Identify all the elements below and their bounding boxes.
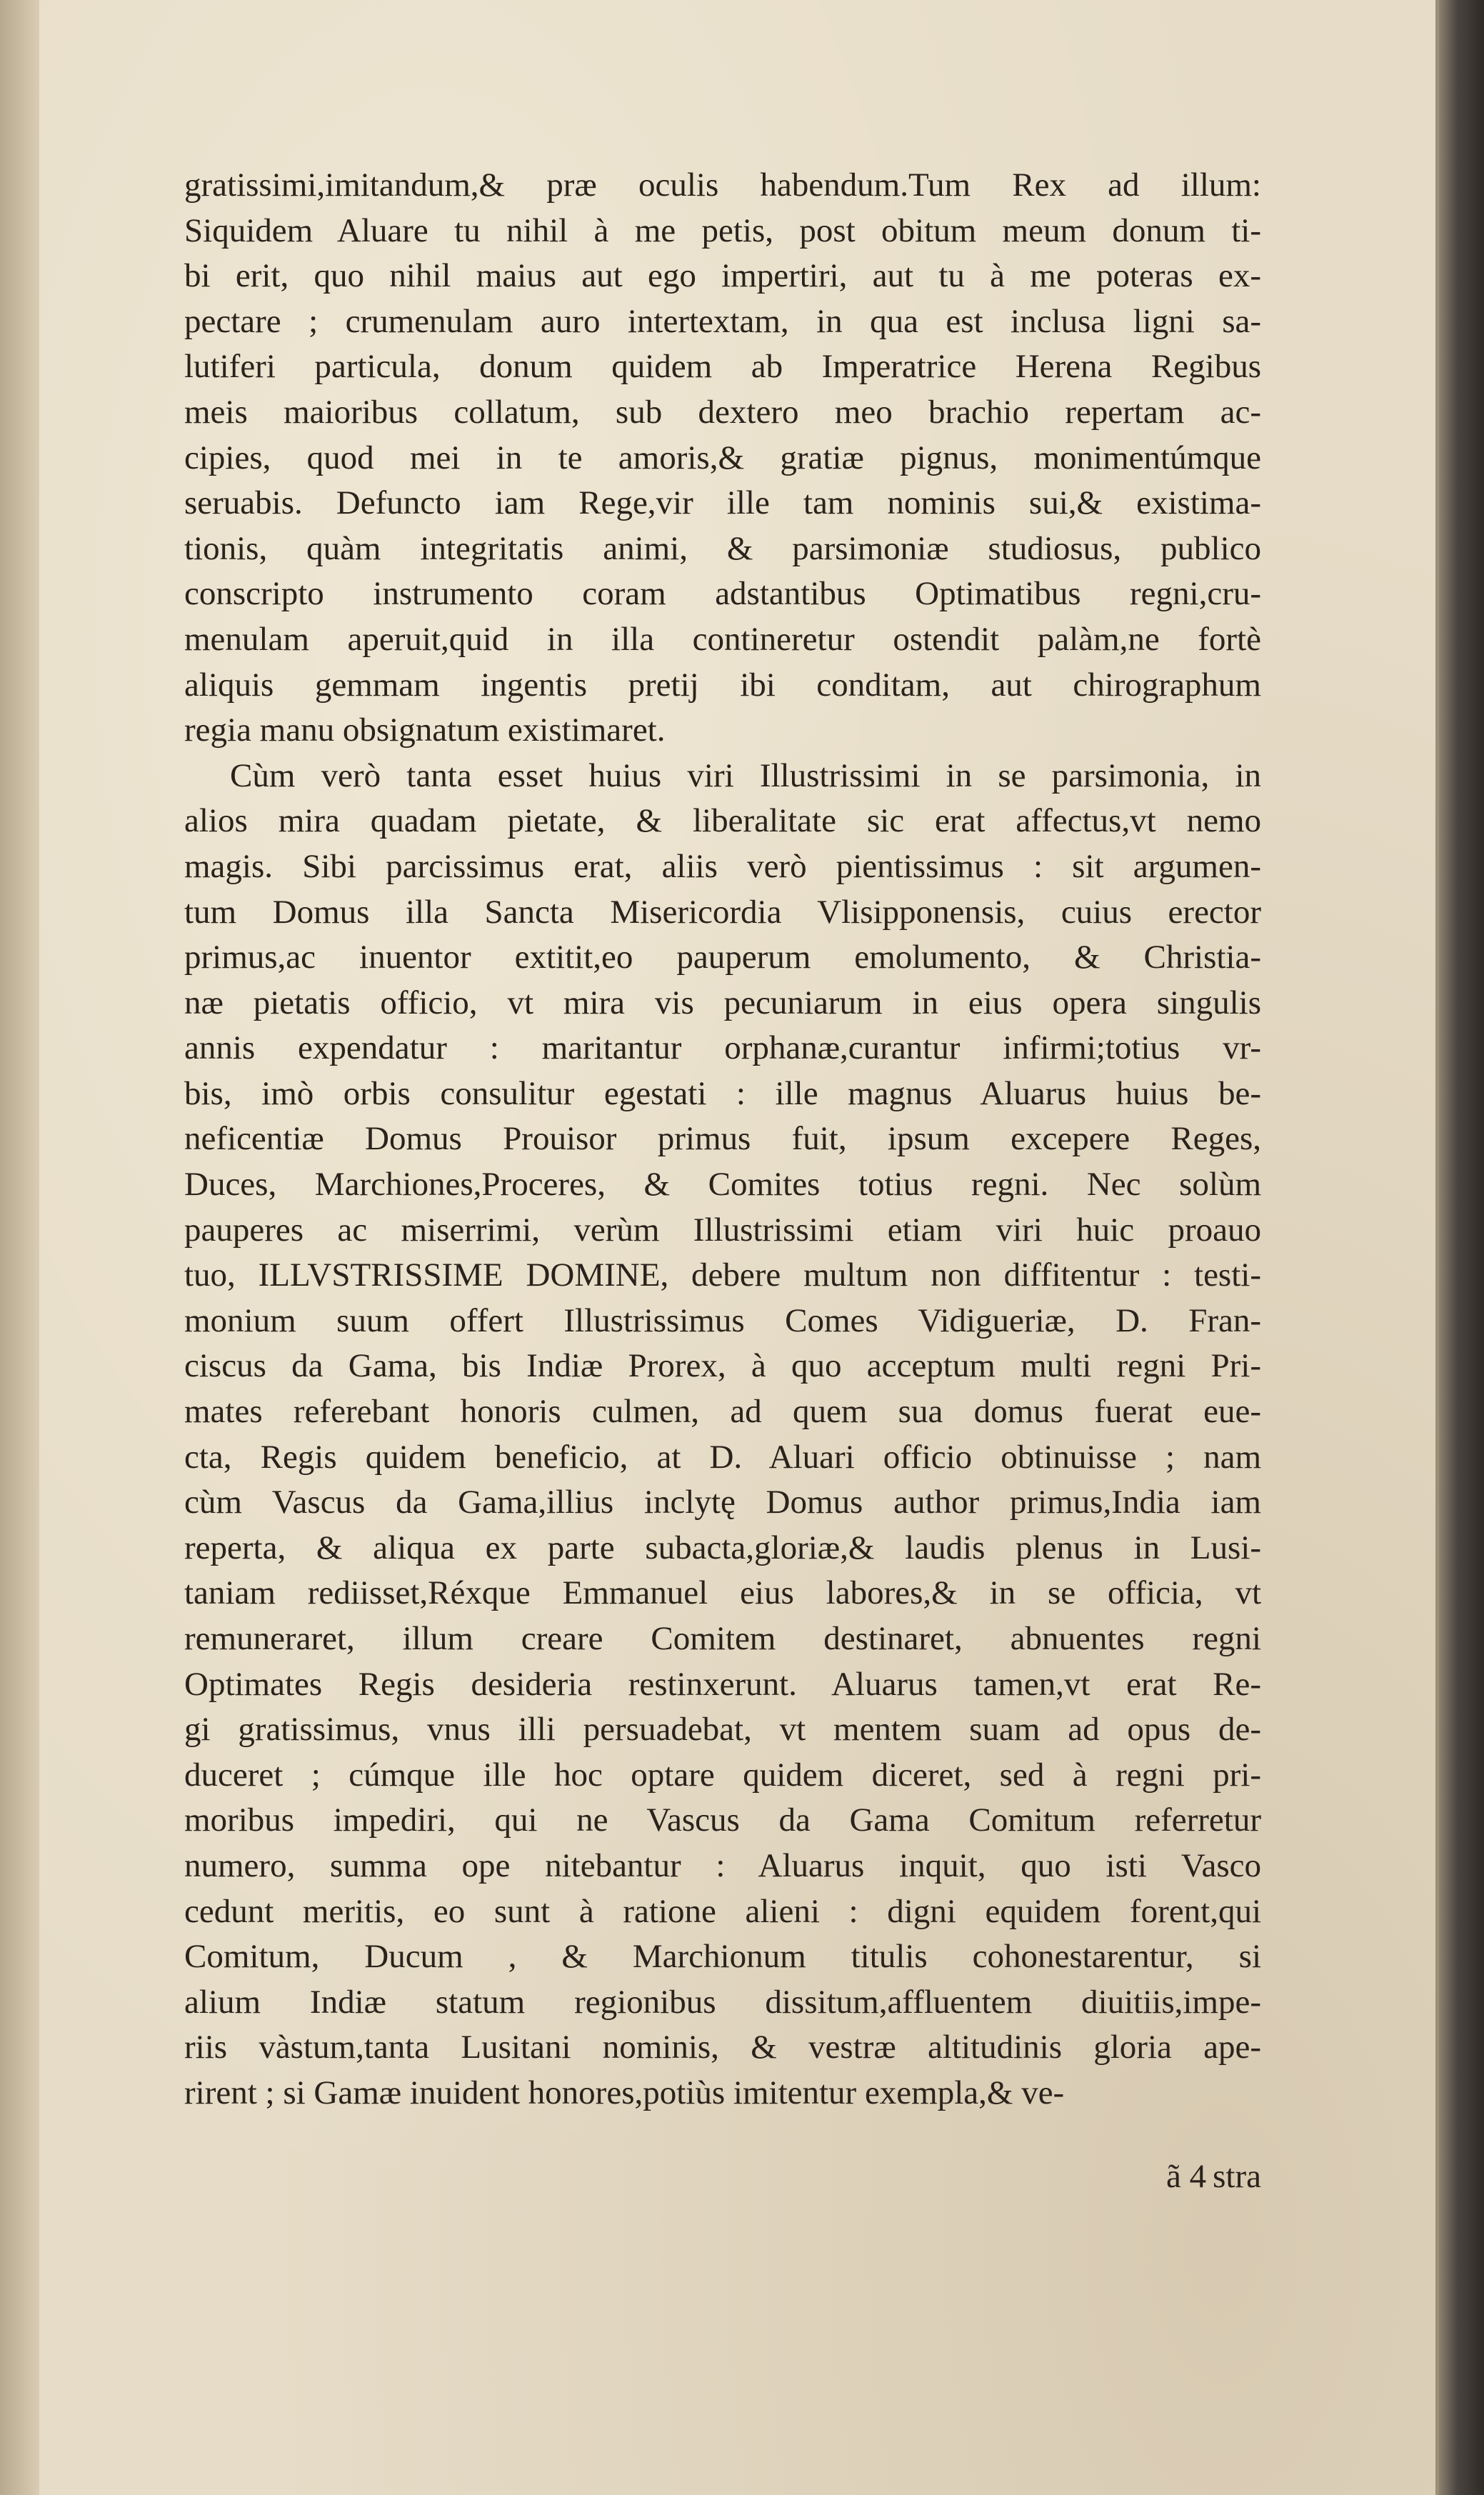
text-line: magis. Sibi parcissimus erat, aliis verò pientissimus : sit argumen- [184,847,1261,885]
book-edge-shadow [1439,0,1484,2495]
text-line: primus,ac inuentor extitit,eo pauperum emolumento, & Christia- [184,939,1261,976]
text-line: annis expendatur : maritantur orphanæ,curantur infirmi;totius vr- [184,1029,1261,1067]
text-line: lutiferi particula, donum quidem ab Imperatrice Herena Regibus [184,348,1261,386]
text-line: conscripto instrumento coram adstantibus Optimatibus regni,cru- [184,575,1261,613]
text-line: moribus impediri, qui ne Vascus da Gama Comitum referretur [184,1801,1261,1839]
text-line: numero, summa ope nitebantur : Aluarus inquit, quo isti Vasco [184,1846,1261,1884]
text-line: taniam rediisset,Réxque Emmanuel eius labores,& in se officia, vt [184,1574,1261,1612]
text-line: pauperes ac miserrimi, verùm Illustrissimi etiam viri huic proauo [184,1211,1261,1249]
text-line: gi gratissimus, vnus illi persuadebat, vt mentem suam ad opus de- [184,1711,1261,1749]
text-line: cipies, quod mei in te amoris,& gratiæ pignus, monimentúmque [184,439,1261,476]
text-line: cedunt meritis, eo sunt à ratione alieni : digni equidem forent,qui [184,1892,1261,1930]
text-line: reperta, & aliqua ex parte subacta,gloriæ,& laudis plenus in Lusi- [184,1529,1261,1566]
signature-mark: ã 4 [1166,2158,1207,2195]
text-line: duceret ; cúmque ille hoc optare quidem diceret, sed à regni pri- [184,1756,1261,1794]
text-line: rirent ; si Gamæ inuident honores,potiùs imitentur exempla,& ve- [184,2074,1065,2111]
text-line: bis, imò orbis consulitur egestati : ille magnus Aluarus huius be- [184,1074,1261,1112]
body-text [184,163,1261,2116]
text-line: tuo, ILLVSTRISSIME DOMINE, debere multum non diffitentur : testi- [184,1256,1261,1294]
text-line: alios mira quadam pietate, & liberalitate sic erat affectus,vt nemo [184,802,1261,840]
text-line: neficentiæ Domus Prouisor primus fuit, ipsum excepere Reges, [184,1120,1261,1158]
text-line: næ pietatis officio, vt mira vis pecuniarum in eius opera singulis [184,984,1261,1021]
text-line: gratissimi,imitandum,& præ oculis habendum.Tum Rex ad illum: [184,166,1261,204]
text-line: Duces, Marchiones,Proceres, & Comites totius regni. Nec solùm [184,1166,1261,1204]
text-line: tionis, quàm integritatis animi, & parsimoniæ studiosus, publico [184,529,1261,567]
catchword: stra [1213,2158,1261,2195]
paragraph-2 [184,754,1261,2116]
text-line: ciscus da Gama, bis Indiæ Prorex, à quo acceptum multi regni Pri- [184,1347,1261,1385]
page-footer-line [184,2157,1261,2200]
text-line: monium suum offert Illustrissimus Comes Vidigueriæ, D. Fran- [184,1301,1261,1339]
text-line: riis vàstum,tanta Lusitani nominis, & vestræ altitudinis gloria ape- [184,2029,1261,2066]
text-line: alium Indiæ statum regionibus dissitum,affluentem diuitiis,impe- [184,1983,1261,2021]
text-line: meis maioribus collatum, sub dextero meo brachio repertam ac- [184,393,1261,431]
text-line: aliquis gemmam ingentis pretij ibi conditam, aut chirographum [184,666,1261,704]
text-line: bi erit, quo nihil maius aut ego impertiri, aut tu à me poteras ex- [184,257,1261,295]
text-line: Comitum, Ducum , & Marchionum titulis cohonestarentur, si [184,1938,1261,1976]
page-gutter [0,0,39,2495]
text-line: seruabis. Defuncto iam Rege,vir ille tam nominis sui,& existima- [184,484,1261,522]
text-line: cùm Vascus da Gama,illius inclytę Domus author primus,India iam [184,1484,1261,1521]
text-line: pectare ; crumenulam auro intertextam, in qua est inclusa ligni sa- [184,302,1261,340]
text-line: tum Domus illa Sancta Misericordia Vlisipponensis, cuius erector [184,893,1261,931]
text-line: Siquidem Aluare tu nihil à me petis, post obitum meum donum ti- [184,211,1261,249]
text-line: Cùm verò tanta esset huius viri Illustrissimi in se parsimonia, in [230,756,1261,794]
text-line: menulam aperuit,quid in illa contineretur ostendit palàm,ne fortè [184,620,1261,658]
text-line: regia manu obsignatum existimaret. [184,711,666,749]
text-line: cta, Regis quidem beneficio, at D. Aluari officio obtinuisse ; nam [184,1438,1261,1476]
text-line: Optimates Regis desideria restinxerunt. Aluarus tamen,vt erat Re- [184,1665,1261,1703]
text-line: mates referebant honoris culmen, ad quem sua domus fuerat eue- [184,1393,1261,1431]
text-line: remuneraret, illum creare Comitem destinaret, abnuentes regni [184,1620,1261,1657]
paragraph-1 [184,163,1261,754]
